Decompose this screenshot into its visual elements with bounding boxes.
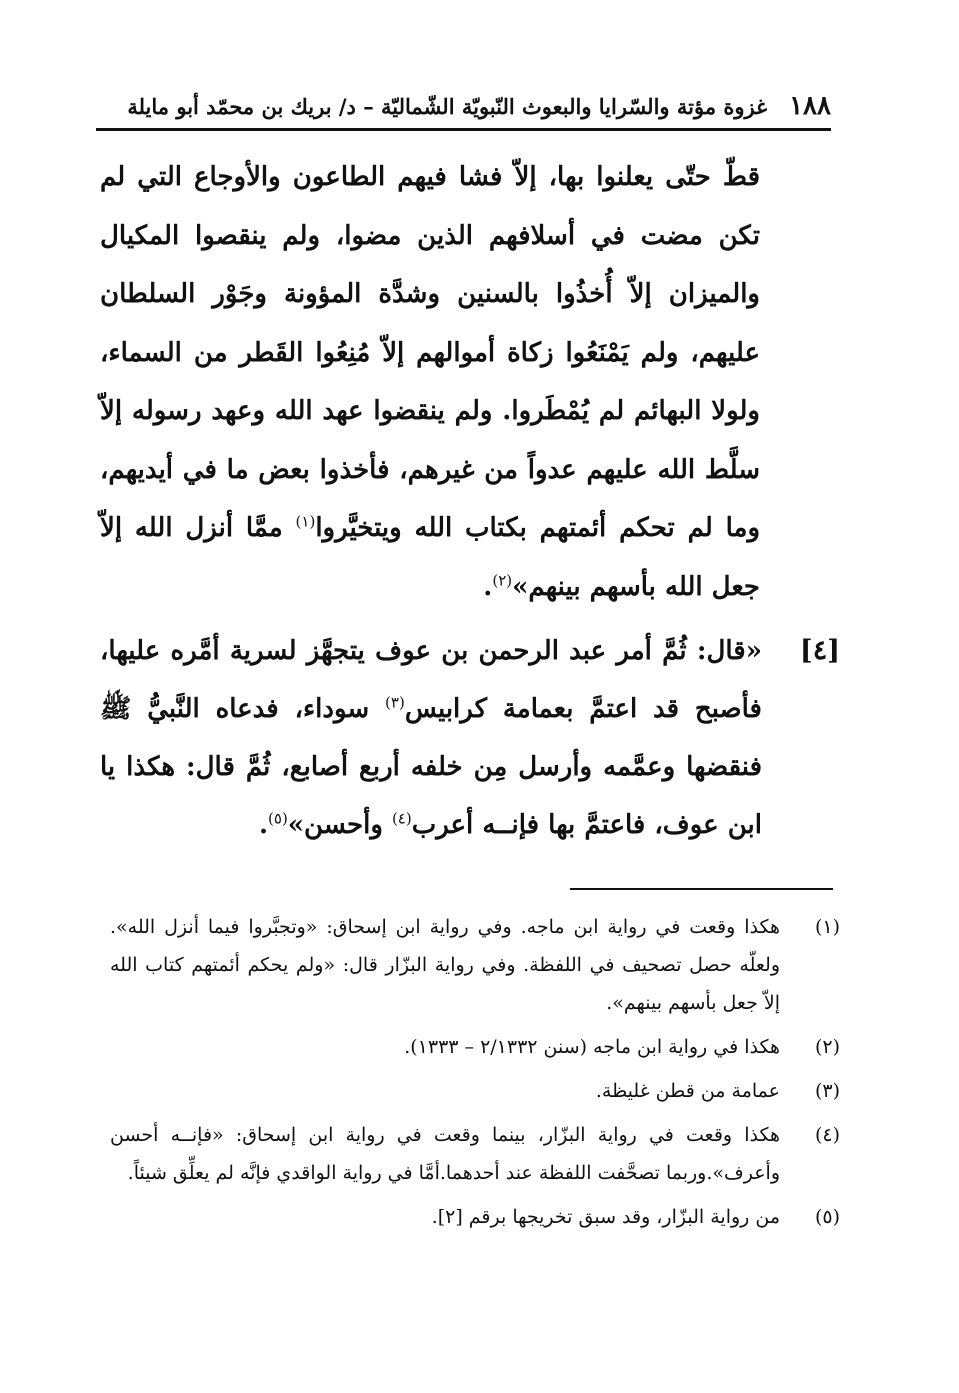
footnote-number: (٣) [814, 1080, 840, 1102]
paragraph-1-text-a: قطّ حتّى يعلنوا بها، إلاّ فشا فيهم الطاعون والأوجاع التي لم تكن مضت في أسلافهم الذين مضوا، ولم ينقصوا المكيال والميزان إلاّ أُخذُوا بالسنين وشدَّة المؤونة وجَوْر السلطان عليهم، ولم يَمْنَعُوا زكاة أموالهم إلاّ مُنِعُوا القَطر من السماء، ولولا البهائم لم يُمْطَروا. ولم ينقضوا عهد الله وعهد رسوله إلاّ سلَّط الله عليهم عدواً من غيرهم، فأخذوا بعض ما في أيديهم، وما لم تحكم أئمتهم بكتاب الله ويتخيَّروا [100, 162, 761, 543]
footnote-ref-5: (٥) [268, 809, 288, 828]
footnote-3 [110, 1072, 840, 1110]
footnote-rule [570, 888, 833, 890]
footnote-ref-4: (٤) [391, 809, 412, 828]
paragraph-2-text-c: وأحسن» [287, 810, 392, 840]
footnote-2 [110, 1028, 840, 1066]
footnote-1 [110, 908, 840, 1022]
paragraph-2-body [100, 622, 762, 854]
footnote-number: (٢) [814, 1036, 840, 1058]
footnotes [110, 908, 840, 1242]
footnote-text: من رواية البزّار، وقد سبق تخريجها برقم [٢]. [431, 1206, 780, 1228]
page-header [96, 86, 831, 126]
footnote-text: هكذا وقعت في رواية البزّار، بينما وقعت في رواية ابن إسحاق: «فإنــه أحسن وأعرف».وربما تصحَّفت اللفظة عند أحدهما.أمَّا في رواية الواقدي فإنَّه لم يعلِّق شيئاً. [110, 1124, 780, 1184]
paragraph-2-text-b: سوداء، فدعاه النَّبيُّ ﷺ فنقضها وعمَّمه وأرسل مِن خلفه أربع أصابع، ثُمَّ قال: هكذا يا ابن عوف، فاعتمَّ بها فإنــه أعرب [100, 694, 762, 840]
paragraph-1 [100, 148, 760, 616]
footnote-ref-3: (٣) [385, 693, 405, 712]
footnote-5 [110, 1198, 840, 1236]
paragraph-2 [100, 622, 840, 854]
footnote-number: (٤) [814, 1124, 840, 1146]
running-title: غزوة مؤتة والسّرايا والبعوث النّبويّة الشّماليّة – د/ بريك بن محمّد أبو مايلة [127, 93, 768, 119]
paragraph-1-text-b: ممَّا أنزل الله إلاّ جعل الله بأسهم بينهم» [100, 513, 760, 602]
footnote-4 [110, 1116, 840, 1192]
footnote-number: (١) [814, 916, 840, 938]
paragraph-1-end: . [483, 571, 493, 602]
paragraph-marker: [٤] [799, 635, 840, 666]
paragraph-2-end: . [258, 810, 269, 840]
footnote-ref-2: (٢) [492, 570, 513, 589]
page-number: ١٨٨ [789, 91, 831, 121]
footnote-text: هكذا وقعت في رواية ابن ماجه. وفي رواية ابن إسحاق: «وتجبَّروا فيما أنزل الله». ولعلّه حصل تصحيف في اللفظة. وفي رواية البزّار قال: «ولم يحكم أئمتهم كتاب الله إلاّ جعل بأسهم بينهم». [110, 916, 780, 1014]
footnote-ref-1: (١) [295, 512, 316, 531]
footnote-number: (٥) [814, 1206, 840, 1228]
footnote-text: هكذا في رواية ابن ماجه (سنن ٢/١٣٣٢ – ١٣٣٣). [404, 1036, 780, 1058]
footnote-text: عمامة من قطن غليظة. [595, 1080, 780, 1102]
paragraph-2-text-a: «قال: ثُمَّ أمر عبد الرحمن بن عوف يتجهَّز لسرية أمَّره عليها، فأصبح قد اعتمَّ بعمامة كرابيس [100, 636, 762, 724]
header-rule [96, 128, 831, 131]
